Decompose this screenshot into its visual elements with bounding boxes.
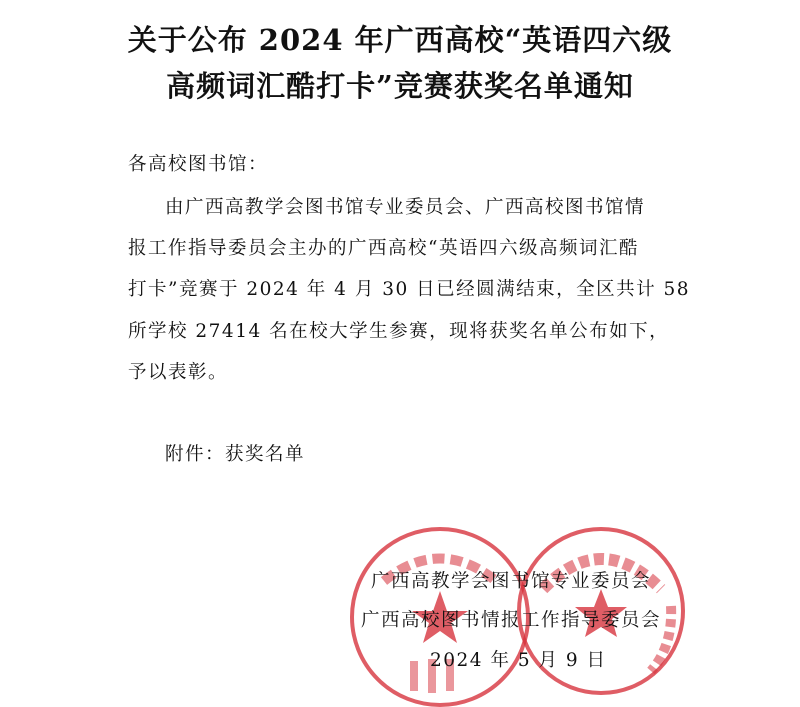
- signature-org-1: 广西高教学会图书馆专业委员会: [371, 571, 652, 592]
- attachment-note: 附件：获奖名单: [165, 444, 306, 465]
- body-line-4: 所学校 27414 名在校大学生参赛，现将获奖名单公布如下，: [128, 321, 670, 342]
- title-line-1: 关于公布 2024 年广西高校“英语四六级: [127, 23, 673, 57]
- salutation: 各高校图书馆：: [128, 154, 269, 175]
- body-line-3: 打卡”竞赛于 2024 年 4 月 30 日已经圆满结束，全区共计 58: [128, 279, 691, 300]
- signature-org-2: 广西高校图书情报工作指导委员会: [361, 610, 662, 631]
- body-line-5: 予以表彰。: [128, 362, 229, 383]
- body-line-1: 由广西高教学会图书馆专业委员会、广西高校图书馆情: [165, 197, 646, 218]
- signature-date: 2024 年 5 月 9 日: [430, 650, 607, 671]
- title-line-2: 高频词汇酷打卡”竞赛获奖名单通知: [166, 69, 634, 103]
- body-line-2: 报工作指导委员会主办的广西高校“英语四六级高频词汇酷: [128, 238, 639, 259]
